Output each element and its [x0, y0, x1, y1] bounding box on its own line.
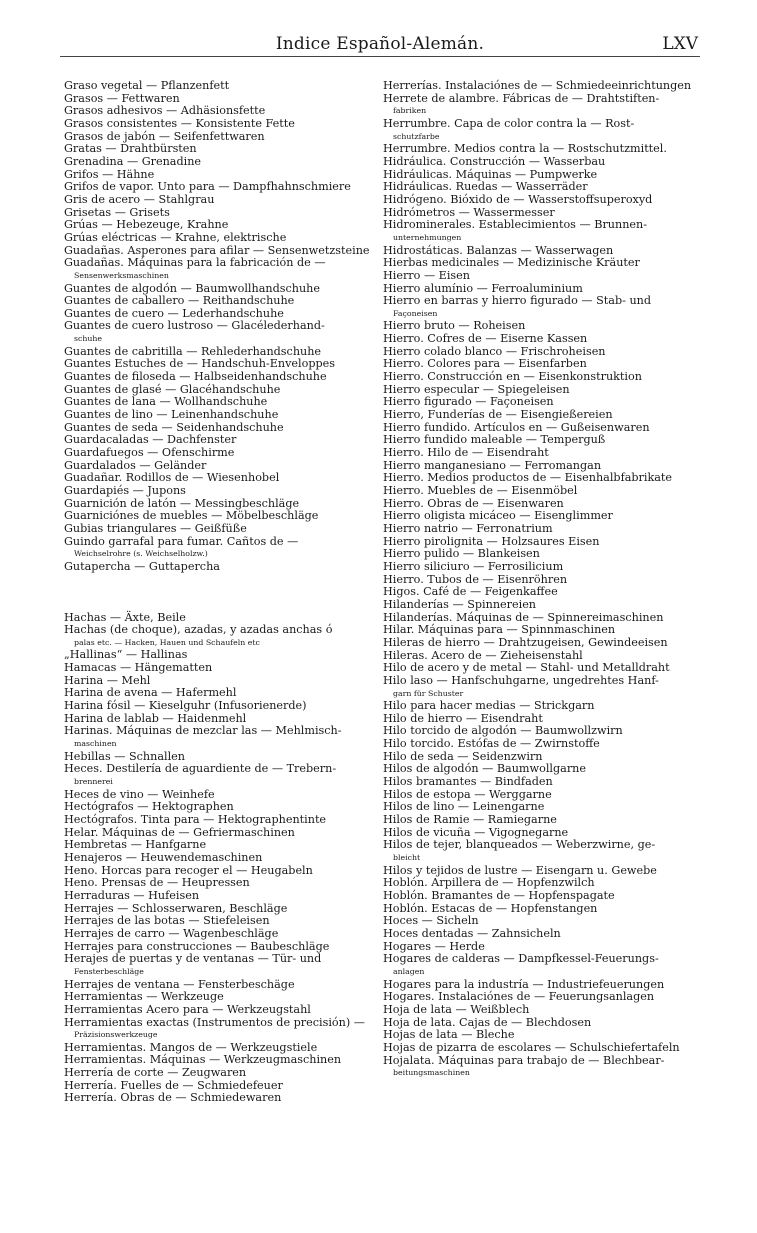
- index-entry: [383, 270, 699, 283]
- entry-text: Herrajes de ventana — Fensterbeschäge: [64, 977, 295, 991]
- index-entry: [383, 295, 699, 320]
- index-entry: [64, 409, 374, 422]
- left-column: [64, 80, 374, 1105]
- index-entry: [383, 637, 699, 650]
- entry-text: Higos. Café de — Feigenkaffee: [383, 585, 558, 599]
- entry-text: Gris de acero — Stahlgrau: [64, 192, 215, 206]
- entry-text: Grúas — Hebezeuge, Krahne: [64, 218, 229, 232]
- entry-continuation: schuhe: [74, 334, 103, 344]
- entry-text: Grúas eléctricas — Krahne, elektrische: [64, 230, 287, 244]
- entry-text: Hierro siliciuro — Ferrosilicium: [383, 559, 564, 573]
- entry-text: Guantes de seda — Seidenhandschuhe: [64, 420, 284, 434]
- index-entry: [64, 624, 374, 649]
- index-entry: [64, 991, 374, 1004]
- index-entry: [383, 839, 699, 864]
- entry-text: Hierro — Eisen: [383, 268, 470, 282]
- index-entry: [64, 1017, 374, 1042]
- entry-text: Hilos de vicuña — Vigognegarne: [383, 825, 569, 839]
- index-entry: [383, 675, 699, 700]
- entry-text: Guantes de cuero lustroso — Glacélederhand-: [64, 319, 325, 333]
- index-entry: [64, 447, 374, 460]
- index-entry: [383, 1055, 699, 1080]
- entry-text: Herrumbre. Capa de color contra la — Rost-: [383, 116, 635, 130]
- index-entry: [383, 624, 699, 637]
- entry-text: Hoces — Sicheln: [383, 914, 479, 928]
- entry-text: Hileras. Acero de — Zieheisenstahl: [383, 648, 583, 662]
- index-entry: [383, 447, 699, 460]
- index-entry: [383, 991, 699, 1004]
- index-entry: [383, 93, 699, 118]
- entry-text: Hidráulica. Construcción — Wasserbau: [383, 154, 606, 168]
- entry-text: Hojalata. Máquinas para trabajo de — Blechbear-: [383, 1053, 665, 1067]
- index-entry: [383, 118, 699, 143]
- index-entry: [64, 1004, 374, 1017]
- index-entry: [64, 536, 374, 561]
- index-entry: [64, 80, 374, 93]
- entry-text: Herramientas. Máquinas — Werkzeugmaschinen: [64, 1053, 342, 1067]
- entry-text: Hilo para hacer medias — Strickgarn: [383, 699, 595, 713]
- entry-continuation: Präzisionswerkzeuge: [74, 1030, 158, 1040]
- entry-text: Hidrógeno. Bióxido de — Wasserstoffsuperoxyd: [383, 192, 653, 206]
- entry-text: Hilo de acero y de metal — Stahl- und Metalldraht: [383, 661, 670, 675]
- entry-continuation: fabriken: [393, 106, 427, 116]
- entry-text: Hilo laso — Hanfschuhgarne, ungedrehtes Hanf-: [383, 673, 659, 687]
- index-entry: [383, 776, 699, 789]
- blank-line: [64, 574, 374, 587]
- entry-text: Hierro fundido maleable — Temperguß: [383, 433, 606, 447]
- index-entry: [383, 599, 699, 612]
- entry-text: Hogares para la industría — Industriefeuerungen: [383, 977, 665, 991]
- entry-text: „Hallinas“ — Hallinas: [64, 648, 188, 662]
- entry-text: Grifos — Hähne: [64, 167, 155, 181]
- entry-text: Hidrominerales. Establecimientos — Brunnen-: [383, 218, 648, 232]
- entry-text: Harina de lablab — Haidenmehl: [64, 711, 247, 725]
- entry-text: Herrete de alambre. Fábricas de — Drahtstiften-: [383, 91, 660, 105]
- index-entry: [383, 257, 699, 270]
- entry-text: Hilar. Máquinas para — Spinnmaschinen: [383, 623, 616, 637]
- entry-text: Hileras de hierro — Drahtzugeisen, Gewindeeisen: [383, 635, 668, 649]
- entry-text: Hierro. Construcción en — Eisenkonstruktion: [383, 370, 642, 384]
- entry-text: Hectógrafos — Hektographen: [64, 800, 234, 814]
- index-entry: [64, 852, 374, 865]
- index-entry: [383, 890, 699, 903]
- entry-text: Guantes de cabritilla — Rehlederhandschuhe: [64, 344, 322, 358]
- entry-text: Gubias triangulares — Geißfüße: [64, 521, 247, 535]
- index-entry: [383, 409, 699, 422]
- entry-continuation: anlagen: [393, 966, 425, 976]
- entry-text: Guardalados — Geländer: [64, 458, 207, 472]
- entry-text: Hilanderías. Máquinas de — Spinnereimaschinen: [383, 610, 664, 624]
- entry-text: Hogares. Instalaciónes de — Feuerungsanlagen: [383, 990, 655, 1004]
- entry-continuation: bleicht: [393, 853, 421, 863]
- blank-line: [64, 586, 374, 599]
- entry-continuation: brennerei: [74, 777, 113, 787]
- entry-continuation: palas etc. — Hacken, Hauen und Schaufeln etc: [74, 637, 260, 647]
- index-entry: [64, 725, 374, 750]
- entry-text: Hoblón. Estacas de — Hopfenstangen: [383, 901, 598, 915]
- entry-text: Hoces dentadas — Zahnsicheln: [383, 926, 561, 940]
- entry-text: Guantes Estuches de — Handschuh-Enveloppes: [64, 357, 336, 371]
- entry-text: Hilanderías — Spinnereien: [383, 597, 537, 611]
- entry-text: Hidrostáticas. Balanzas — Wasserwagen: [383, 243, 614, 257]
- entry-text: Guantes de lana — Wollhandschuhe: [64, 395, 268, 409]
- entry-continuation: maschinen: [74, 739, 117, 749]
- entry-text: Hoblón. Bramantes de — Hopfenspagate: [383, 889, 615, 902]
- entry-text: Hierro especular — Spiegeleisen: [383, 382, 570, 396]
- entry-text: Hoblón. Arpillera de — Hopfenzwilch: [383, 876, 595, 890]
- index-entry: [383, 700, 699, 713]
- entry-text: Herramientas. Mangos de — Werkzeugstiele: [64, 1040, 318, 1054]
- entry-text: Hierro manganesiano — Ferromangan: [383, 458, 602, 472]
- right-column: [383, 80, 699, 1080]
- entry-text: Herrumbre. Medios contra la — Rostschutzmittel.: [383, 142, 667, 156]
- entry-text: Hilos de estopa — Werggarne: [383, 787, 552, 801]
- entry-text: Guantes de cuero — Lederhandschuhe: [64, 306, 284, 320]
- entry-text: Herrería. Obras de — Schmiedewaren: [64, 1091, 282, 1105]
- index-entry: [383, 371, 699, 384]
- index-entry: [64, 523, 374, 536]
- index-entry: [383, 586, 699, 599]
- index-entry: [64, 662, 374, 675]
- entry-continuation: schutzfarbe: [393, 131, 440, 141]
- entry-text: Herramientas exactas (Instrumentos de precisión) —: [64, 1015, 365, 1029]
- entry-text: Guardacaladas — Dachfenster: [64, 433, 237, 447]
- entry-text: Grasos consistentes — Konsistente Fette: [64, 116, 295, 130]
- entry-text: Guarniciónes de muebles — Möbelbeschläge: [64, 509, 319, 523]
- entry-text: Herrajes de carro — Wagenbeschläge: [64, 926, 279, 940]
- entry-text: Hierro figurado — Façoneisen: [383, 395, 554, 409]
- entry-text: Hierro natrio — Ferronatrium: [383, 521, 553, 535]
- entry-text: Hierro fundido. Artículos en — Gußeisenwaren: [383, 420, 650, 434]
- entry-text: Guantes de algodón — Baumwollhandschuhe: [64, 281, 320, 295]
- entry-text: Hilos de Ramie — Ramiegarne: [383, 813, 557, 827]
- entry-text: Herrería. Fuelles de — Schmiedefeuer: [64, 1078, 283, 1092]
- index-entry: [383, 333, 699, 346]
- entry-text: Hierro. Hilo de — Eisendraht: [383, 446, 549, 460]
- entry-text: Hierro alumínio — Ferroaluminium: [383, 281, 583, 295]
- entry-text: Hilos bramantes — Bindfaden: [383, 775, 553, 789]
- index-entry: [64, 814, 374, 827]
- page-number: LXV: [662, 34, 698, 54]
- index-entry: [383, 181, 699, 194]
- entry-continuation: Façoneisen: [393, 308, 438, 318]
- index-entry: [64, 320, 374, 345]
- entry-text: Harina fósil — Kieselguhr (Infusorienerde): [64, 699, 307, 713]
- entry-text: Hierro pirolignita — Holzsaures Eisen: [383, 534, 600, 548]
- index-entry: [64, 1067, 374, 1080]
- entry-text: Hamacas — Hängematten: [64, 661, 213, 675]
- entry-text: Hidrómetros — Wassermesser: [383, 205, 555, 219]
- page-header: [60, 34, 700, 57]
- entry-text: Grisetas — Grisets: [64, 205, 170, 219]
- index-entry: [383, 194, 699, 207]
- entry-text: Hierro pulido — Blankeisen: [383, 547, 540, 561]
- entry-text: Hachas (de choque), azadas, y azadas anchas ó: [64, 623, 333, 637]
- entry-text: Hogares de calderas — Dampfkessel-Feuerungs-: [383, 952, 659, 966]
- entry-text: Harina de avena — Hafermehl: [64, 686, 237, 700]
- entry-text: Guardapiés — Jupons: [64, 484, 186, 497]
- entry-text: Herraduras — Hufeisen: [64, 888, 200, 902]
- index-entry: [64, 232, 374, 245]
- entry-text: Hierbas medicinales — Medizinische Kräuter: [383, 256, 640, 270]
- entry-text: Guindo garrafal para fumar. Cañtos de —: [64, 534, 299, 548]
- index-entry: [383, 662, 699, 675]
- entry-continuation: garn für Schuster: [393, 688, 464, 698]
- index-entry: [64, 928, 374, 941]
- index-entry: [383, 485, 699, 498]
- entry-text: Herrajes — Schlosserwaren, Beschläge: [64, 901, 288, 915]
- entry-text: Hectógrafos. Tinta para — Hektographentinte: [64, 813, 327, 827]
- entry-text: Herramientas — Werkzeuge: [64, 990, 224, 1004]
- entry-text: Herramientas Acero para — Werkzeugstahl: [64, 1002, 311, 1016]
- entry-text: Herrería de corte — Zeugwaren: [64, 1066, 247, 1080]
- entry-text: Hebillas — Schnallen: [64, 749, 185, 763]
- index-entry: [383, 523, 699, 536]
- entry-text: Grifos de vapor. Unto para — Dampfhahnschmiere: [64, 180, 351, 194]
- entry-text: Hilos de algodón — Baumwollgarne: [383, 762, 587, 776]
- index-entry: [64, 371, 374, 384]
- entry-text: Hierro, Funderías de — Eisengießereien: [383, 408, 613, 422]
- blank-line: [64, 599, 374, 612]
- entry-text: Harina — Mehl: [64, 673, 151, 687]
- index-entry: [64, 156, 374, 169]
- entry-continuation: Fensterbeschläge: [74, 966, 144, 976]
- page-title: Indice Español-Alemán.: [275, 34, 485, 54]
- entry-text: Hilo de seda — Seidenzwirn: [383, 749, 543, 763]
- entry-text: Heces. Destilería de aguardiente de — Trebern-: [64, 762, 337, 776]
- entry-text: Herrerías. Instalaciónes de — Schmiedeeinrichtungen: [383, 79, 692, 92]
- entry-text: Grasos — Fettwaren: [64, 91, 180, 105]
- entry-text: Henajeros — Heuwendemaschinen: [64, 850, 263, 864]
- index-entry: [383, 1029, 699, 1042]
- index-entry: [383, 561, 699, 574]
- index-entry: [64, 295, 374, 308]
- entry-text: Hoja de lata. Cajas de — Blechdosen: [383, 1015, 592, 1029]
- entry-text: Heno. Horcas para recoger el — Heugabeln: [64, 863, 313, 877]
- index-entry: [383, 80, 699, 93]
- index-entry: [64, 118, 374, 131]
- entry-text: Hilos de tejer, blanqueados — Weberzwirne, ge-: [383, 838, 656, 852]
- entry-text: Grasos de jabón — Seifenfettwaren: [64, 129, 265, 143]
- index-entry: [64, 219, 374, 232]
- entry-text: Grenadina — Grenadine: [64, 154, 202, 168]
- entry-text: Grasos adhesivos — Adhäsionsfette: [64, 104, 266, 118]
- entry-text: Hojas de pizarra de escolares — Schulschiefertafeln: [383, 1040, 680, 1054]
- entry-text: Guadañas. Asperones para afilar — Sensenwetzsteine: [64, 243, 370, 257]
- entry-text: Hilo torcido de algodón — Baumwollzwirn: [383, 724, 623, 738]
- entry-text: Guarnición de latón — Messingbeschläge: [64, 496, 300, 510]
- index-entry: [64, 485, 374, 498]
- entry-text: Hoja de lata — Weißblech: [383, 1002, 530, 1016]
- index-entry: [64, 1092, 374, 1105]
- index-entry: [64, 194, 374, 207]
- index-entry: [64, 561, 374, 574]
- entry-text: Hierro. Medios productos de — Eisenhalbfabrikate: [383, 471, 673, 485]
- entry-text: Hierro colado blanco — Frischroheisen: [383, 344, 606, 358]
- entry-text: Gratas — Drahtbürsten: [64, 142, 197, 156]
- index-entry: [383, 1042, 699, 1055]
- entry-text: Hierro bruto — Roheisen: [383, 319, 526, 333]
- entry-text: Hachas — Äxte, Beile: [64, 610, 186, 624]
- index-entry: [64, 257, 374, 282]
- entry-text: Guadañas. Máquinas para la fabricación de —: [64, 256, 326, 270]
- entry-text: Herrajes para construcciones — Baubeschläge: [64, 939, 330, 953]
- entry-text: Heces de vino — Weinhefe: [64, 787, 215, 801]
- entry-text: Hierro. Obras de — Eisenwaren: [383, 496, 564, 510]
- entry-text: Hierro. Colores para — Eisenfarben: [383, 357, 587, 371]
- entry-text: Hojas de lata — Bleche: [383, 1028, 515, 1042]
- entry-continuation: Weichselrohre (s. Weichselholzw.): [74, 549, 208, 559]
- entry-text: Gutapercha — Guttapercha: [64, 559, 220, 573]
- index-entry: [64, 890, 374, 903]
- index-entry: [383, 814, 699, 827]
- entry-text: Hilos y tejidos de lustre — Eisengarn u. Gewebe: [383, 863, 657, 877]
- entry-text: Hembretas — Hanfgarne: [64, 838, 207, 852]
- entry-text: Guantes de glasé — Glacéhandschuhe: [64, 382, 281, 396]
- entry-text: Hilo de hierro — Eisendraht: [383, 711, 543, 725]
- entry-text: Harinas. Máquinas de mezclar las — Mehlmisch-: [64, 724, 342, 738]
- entry-text: Hierro. Cofres de — Eiserne Kassen: [383, 332, 588, 346]
- entry-text: Hierro. Muebles de — Eisenmöbel: [383, 484, 578, 497]
- index-entry: [383, 738, 699, 751]
- entry-text: Guardafuegos — Ofenschirme: [64, 446, 235, 460]
- index-entry: [64, 763, 374, 788]
- index-entry: [64, 700, 374, 713]
- index-entry: [383, 928, 699, 941]
- entry-text: Guantes de filoseda — Halbseidenhandschuhe: [64, 370, 327, 384]
- entry-text: Guantes de lino — Leinenhandschuhe: [64, 408, 279, 422]
- entry-continuation: unternehmungen: [393, 232, 462, 242]
- entry-text: Hogares — Herde: [383, 939, 485, 953]
- entry-text: Hilo torcido. Estófas de — Zwirnstoffe: [383, 737, 600, 751]
- index-entry: [383, 156, 699, 169]
- entry-text: Hilos de lino — Leinengarne: [383, 800, 545, 814]
- entry-text: Herajes de puertas y de ventanas — Tür- und: [64, 952, 322, 966]
- entry-text: Hierro oligista micáceo — Eisenglimmer: [383, 509, 613, 523]
- entry-text: Heno. Prensas de — Heupressen: [64, 876, 250, 890]
- entry-text: Hierro en barras y hierro figurado — Stab- und: [383, 294, 652, 308]
- index-entry: [64, 181, 374, 194]
- entry-continuation: Sensenwerksmaschinen: [74, 270, 169, 280]
- entry-text: Helar. Máquinas de — Gefriermaschinen: [64, 825, 295, 839]
- entry-text: Guantes de caballero — Reithandschuhe: [64, 294, 295, 308]
- entry-text: Guadañar. Rodillos de — Wiesenhobel: [64, 471, 280, 485]
- index-entry: [383, 953, 699, 978]
- index-entry: [383, 1004, 699, 1017]
- entry-text: Herrajes de las botas — Stiefeleisen: [64, 914, 270, 928]
- index-entry: [383, 219, 699, 244]
- entry-text: Hidráulicas. Máquinas — Pumpwerke: [383, 167, 598, 181]
- entry-continuation: beitungsmaschinen: [393, 1068, 470, 1078]
- entry-text: Graso vegetal — Pflanzenfett: [64, 79, 230, 92]
- entry-text: Hidráulicas. Ruedas — Wasserräder: [383, 180, 588, 194]
- entry-text: Hierro. Tubos de — Eisenröhren: [383, 572, 568, 586]
- index-entry: [64, 953, 374, 978]
